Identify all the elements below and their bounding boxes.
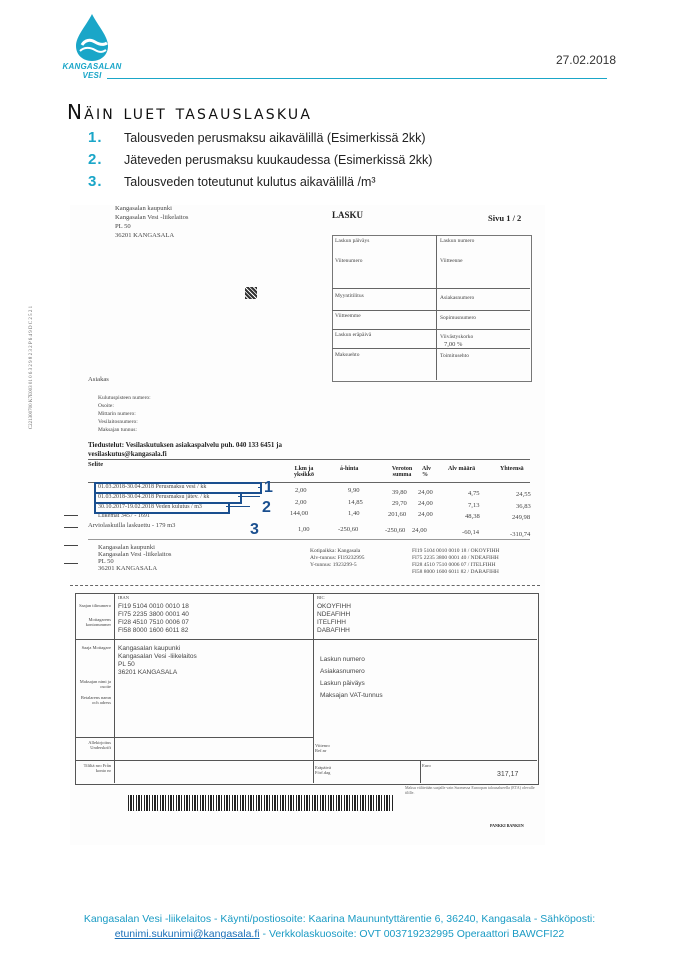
invoice-title: LASKU	[332, 210, 364, 220]
header-divider	[107, 78, 607, 79]
legend-item	[88, 151, 588, 168]
bic-value: OKOYFIHH	[317, 603, 351, 610]
page-title: Näin luet tasauslaskua	[67, 100, 313, 124]
bic-value: DABAFIHH	[317, 627, 350, 634]
interest-value: 7,00 %	[444, 341, 463, 348]
slip-label: Allekirjoitus Underskrift	[88, 740, 111, 750]
legend-text: Talousveden toteutunut kulutus aikavälillä /m³	[124, 175, 376, 189]
bank-account: FI58 8000 1600 6011 82 / DABAFIHH	[412, 569, 499, 575]
contact-line: Tiedustelut: Vesilaskutuksen asiakaspalvelu puh. 040 133 6451 ja	[88, 441, 282, 449]
logo-text: KANGASALAN VESI	[62, 62, 122, 80]
field-label: Laskun päiväys	[335, 238, 370, 244]
legend-number: 2.	[88, 151, 103, 168]
legend-item	[88, 173, 588, 190]
recipient-line: Kangasalan kaupunki	[118, 645, 181, 652]
footer-line: Kangasalan Vesi -liikelaitos - Käynti/postiosoite: Kaarina Maununtyttärentie 6, 36240, Kangasala - Sähköposti:	[83, 913, 596, 925]
legend-text: Jäteveden perusmaksu kuukaudessa (Esimerkissä 2kk)	[124, 153, 433, 167]
company-line: Kangasalan Vesi -liikelaitos	[98, 551, 172, 558]
page-indicator: Sivu 1 / 2	[488, 213, 522, 223]
slip-label: Maksajan nimi ja osoite	[79, 679, 111, 689]
iban-label: IBAN	[118, 595, 129, 600]
payment-barcode	[128, 795, 393, 811]
bank-name: PANKKI BANKEN	[490, 823, 524, 828]
field-label: Laskun eräpäivä	[335, 332, 372, 338]
field-label: Toimitusehto	[440, 353, 469, 359]
meter-readings: Lukemat 3457 - 1691	[98, 513, 150, 519]
bank-account: FI19 5104 0010 0010 18 / OKOYFIHH	[412, 548, 500, 554]
bank-account: FI28 4510 7510 0006 07 / ITELFIHH	[412, 562, 496, 568]
email-link[interactable]: etunimi.sukunimi@kangasala.fi	[114, 928, 260, 940]
field-label: Myyntitilitus	[335, 293, 364, 299]
column-header: Yhteensä	[500, 466, 524, 472]
field-label: Viitteenne	[440, 258, 463, 264]
recipient-line: Kangasalan Vesi -liikelaitos	[118, 653, 197, 660]
legend-item	[88, 129, 588, 146]
recipient-line: 36201 KANGASALA	[118, 669, 178, 676]
column-header: Lkm ja yksikkö	[293, 466, 314, 478]
bic-label: BIC	[317, 595, 325, 600]
slip-field: Laskun päiväys	[320, 680, 365, 687]
company-info: Alv-tunnus: FI19232995	[310, 555, 365, 561]
bic-value: NDEAFIHH	[317, 611, 351, 618]
legend-number: 1.	[88, 129, 103, 146]
slip-field: Maksajan VAT-tunnus	[320, 692, 383, 699]
sender-line: Kangasalan kaupunki	[115, 205, 172, 212]
iban-value: FI28 4510 7510 0006 07	[118, 619, 189, 626]
legend-number: 3.	[88, 173, 103, 190]
reference-label: Viitenro Ref.nr	[315, 743, 330, 753]
field-label: Sopimusnumero	[440, 315, 477, 321]
customer-label: Asiakas	[88, 376, 109, 383]
slip-label: Betalarens namn och adress	[80, 695, 111, 705]
info-label: Osoite:	[98, 403, 114, 409]
column-header: Veroton summa	[391, 466, 413, 478]
field-label: Laskun numero	[440, 238, 475, 244]
sender-line: 36201 KANGASALA	[115, 232, 175, 239]
column-header: Alv %	[422, 466, 431, 478]
marker-1: 1	[264, 479, 273, 496]
slip-field: Asiakasnumero	[320, 668, 365, 675]
field-label: Asiakasnumero	[440, 295, 475, 301]
iban-value: FI58 8000 1600 6011 82	[118, 627, 189, 634]
recipient-line: PL 50	[118, 661, 135, 668]
contact-email: vesilaskutus@kangasala.fi	[88, 450, 167, 458]
field-label: Maksuehto	[335, 352, 360, 358]
qr-code	[245, 287, 257, 299]
highlight-row-3	[94, 502, 230, 514]
footer-address: - Verkkolaskuosoite: OVT 003719232995 Operaattori BAWCFI22	[259, 928, 565, 940]
side-code: C221300700 K7E003 01 0 6 3 2 9 8 2 3 2 P 6 4 9 D C 2 5 2 1	[29, 305, 35, 430]
column-header: á-hinta	[340, 466, 359, 472]
kangasalan-vesi-logo	[52, 12, 132, 80]
slip-field: Laskun numero	[320, 656, 365, 663]
bank-account: FI75 2235 3800 0001 40 / NDEAFIHH	[412, 555, 499, 561]
document-date: 27.02.2018	[555, 53, 616, 67]
page-footer	[0, 912, 679, 942]
column-header: Alv määrä	[448, 466, 476, 472]
field-label: Viivästyskorko	[440, 334, 474, 340]
slip-label: Tililtä nro Från konto nr	[83, 763, 111, 773]
legend-text: Talousveden perusmaksu aikavälillä (Esimerkissä 2kk)	[124, 131, 426, 145]
marker-2: 2	[262, 499, 271, 516]
iban-value: FI19 5104 0010 0010 18	[118, 603, 189, 610]
info-label: Vesilaitosnumero:	[98, 419, 138, 425]
marker-3: 3	[250, 521, 259, 538]
bic-value: ITELFIHH	[317, 619, 346, 626]
iban-value: FI75 2235 3800 0001 40	[118, 611, 189, 618]
bank-note: Maksu välitetään saajalle vain Suomessa Euroopan talousalueella (ETA) olevalle tilille.	[405, 785, 535, 795]
footer-line	[0, 927, 679, 942]
company-line: 36201 KANGASALA	[98, 565, 158, 572]
slip-label: Mottagarens kontonummer	[85, 617, 111, 627]
slip-label: Saaja Mottagare	[81, 645, 111, 650]
company-info: Kotipaikka: Kangasala	[310, 548, 361, 554]
field-label: Viitteemme	[335, 313, 361, 319]
column-header: Selite	[88, 461, 104, 468]
water-drop-icon	[52, 12, 132, 62]
due-date-label: Eräpäivä Förf.dag	[315, 765, 331, 775]
info-label: Mittarin numero:	[98, 411, 136, 417]
company-info: Y-tunnus: 1923299-5	[310, 562, 357, 568]
slip-label: Saajan tilinumero	[79, 603, 111, 608]
sender-line: Kangasalan Vesi -liikelaitos	[115, 214, 189, 221]
euro-label: Euro	[422, 763, 431, 768]
total-amount: 317,17	[497, 771, 519, 778]
company-line: PL 50	[98, 558, 114, 565]
info-label: Maksajan tunnus:	[98, 427, 137, 433]
info-label: Kulutuspisteen numero:	[98, 395, 151, 401]
company-line: Kangasalan kaupunki	[98, 544, 155, 551]
field-label: Viitenumero	[335, 258, 363, 264]
invoice-image: Kangasalan kaupunki Kangasalan Vesi -liikelaitos PL 50 36201 KANGASALA LASKU Sivu 1 / 2 C221300700 K7E003 01 0 6 3 2 9 8 2 3 2 P 6 4 9 D C 2 5 2 1 Laskun päiväys Laskun numero Viitenumero Viitteenne Myyntitilitus Asiakasnumero Viitteemme Sopimusnumero Laskun eräpäivä Viivästyskorko 7,00 % Maksuehto Toimitusehto Asiakas Kulutuspisteen numero: Osoite: Mittarin numero: Vesilaitosnumero: Maksajan tunnus: Tiedustelut: Vesilaskutuksen asiakaspalvelu puh. 040 133 6451 ja vesilaskutus@kangasala.fi Selite Lkm ja yksikkö á-hinta Veroton summa Alv % Alv määrä Yhteensä 01.03.2018-30.04.2018 Perusmaksu vesi / kk 2,00 9,90 39,80 24,00 4,75 24,55 01.03.2018-30.04.2018 Perusmaksu jätev. / kk 2,00 14,85 29,70 24,00 7,13 36,83 30.10.2017-19.02.2018 Veden kulutus / m3 144,00 1,40 201,60 24,00 48,38 249,98 Lukemat 3457 - 1691 Arviolaskuilla laskuettu - 179 m3 1,00 -250,60 -250,60 24,00 -60,14 -310,74 1 2 3 Kangasalan kaupunki Kangasalan Vesi -liikelaitos PL 50 36201 KANGASALA Kotipaikka: Kangasala Alv-tunnus: FI19232995 Y-tunnus: 1923299-5 FI19 5104 0010 0010 18 / OKOYFIHH FI75 2235 3800 0001 40 / NDEAFIHH FI28 4510 7510 0006 07 / ITELFIHH FI58 8000 1600 6011 82 / DABAFIHH Saajan tilinumero Mottagarens kontonummer Saaja Mottagare Maksajan nimi ja osoite Betalarens namn och adress Allekirjoitus Underskrift Tililtä nro Från konto nr IBAN FI19 5104 0010 0010 18 FI75 2235 3800 0001 40 FI28 4510 7510 0006 07 FI58 8000 1600 6011 82 BIC OKOYFIHH NDEAFIHH ITELFIHH DABAFIHH Kangasalan kaupunki Kangasalan Vesi -liikelaitos PL 50 36201 KANGASALA Laskun numero Asiakasnumero Laskun päiväys Maksajan VAT-tunnus Viitenro Ref.nr Eräpäivä Förf.dag Euro 317,17 Maksu välitetään saajalle vain Suomessa Euroopan talousalueella (ETA) olevalle tilille. PANKKI BANKEN	[70, 205, 545, 845]
sender-line: PL 50	[115, 223, 131, 230]
